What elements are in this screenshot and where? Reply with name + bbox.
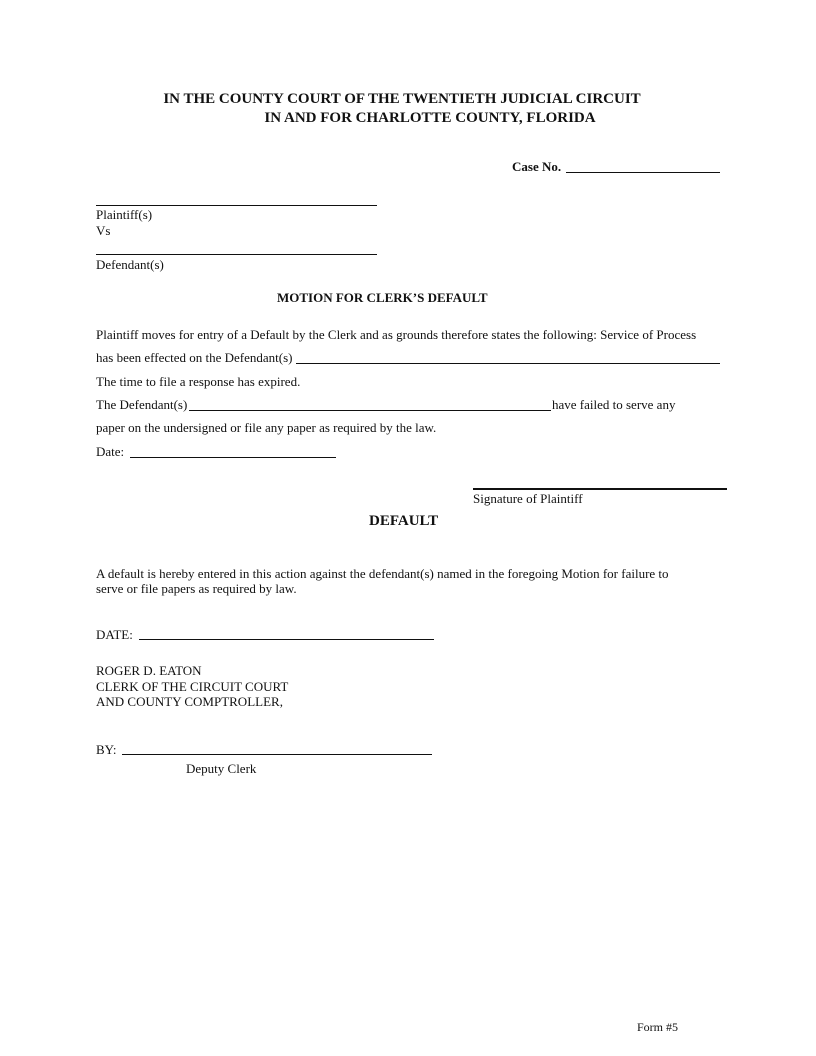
- case-number-label: Case No.: [512, 159, 562, 174]
- deputy-clerk-signature-field[interactable]: [122, 754, 432, 755]
- deputy-clerk-label: Deputy Clerk: [186, 761, 257, 776]
- court-header-line2: IN AND FOR CHARLOTTE COUNTY, FLORIDA: [264, 110, 596, 126]
- failed-defendant-field[interactable]: [189, 410, 551, 411]
- response-expired-text: The time to file a response has expired.: [96, 374, 301, 389]
- plaintiff-name-field[interactable]: [96, 205, 377, 206]
- service-defendant-label: has been effected on the Defendant(s): [96, 350, 293, 365]
- default-text-line1: A default is hereby entered in this action against the defendant(s) named in the foregoing Motion for failure to: [96, 566, 669, 581]
- clerk-title-line1: CLERK OF THE CIRCUIT COURT: [96, 679, 289, 694]
- failed-to-serve-text: have failed to serve any: [552, 397, 676, 412]
- failed-defendant-label: The Defendant(s): [96, 397, 188, 412]
- case-number-field[interactable]: [566, 172, 720, 173]
- clerk-title-line2: AND COUNTY COMPTROLLER,: [96, 694, 283, 709]
- default-title: DEFAULT: [369, 513, 439, 529]
- default-text-line2: serve or file papers as required by law.: [96, 581, 297, 596]
- motion-paragraph-line1: Plaintiff moves for entry of a Default by the Clerk and as grounds therefore states the following: Service of Process: [96, 327, 697, 342]
- defendant-name-field[interactable]: [96, 254, 377, 255]
- defendant-label: Defendant(s): [96, 257, 164, 272]
- plaintiff-signature-label: Signature of Plaintiff: [473, 491, 583, 506]
- court-header-line1: IN THE COUNTY COURT OF THE TWENTIETH JUDICIAL CIRCUIT: [163, 91, 641, 107]
- by-label: BY:: [96, 742, 117, 757]
- default-date-label: DATE:: [96, 627, 133, 642]
- form-number: Form #5: [637, 1020, 679, 1034]
- default-date-field[interactable]: [139, 639, 434, 640]
- plaintiff-signature-field[interactable]: [473, 488, 727, 490]
- motion-title: MOTION FOR CLERK’S DEFAULT: [277, 290, 488, 305]
- served-defendant-field[interactable]: [296, 363, 720, 364]
- required-by-law-text: paper on the undersigned or file any paper as required by the law.: [96, 420, 437, 435]
- plaintiff-label: Plaintiff(s): [96, 207, 153, 222]
- versus-label: Vs: [96, 223, 111, 238]
- clerk-name: ROGER D. EATON: [96, 663, 202, 678]
- motion-date-label: Date:: [96, 444, 125, 459]
- motion-date-field[interactable]: [130, 457, 336, 458]
